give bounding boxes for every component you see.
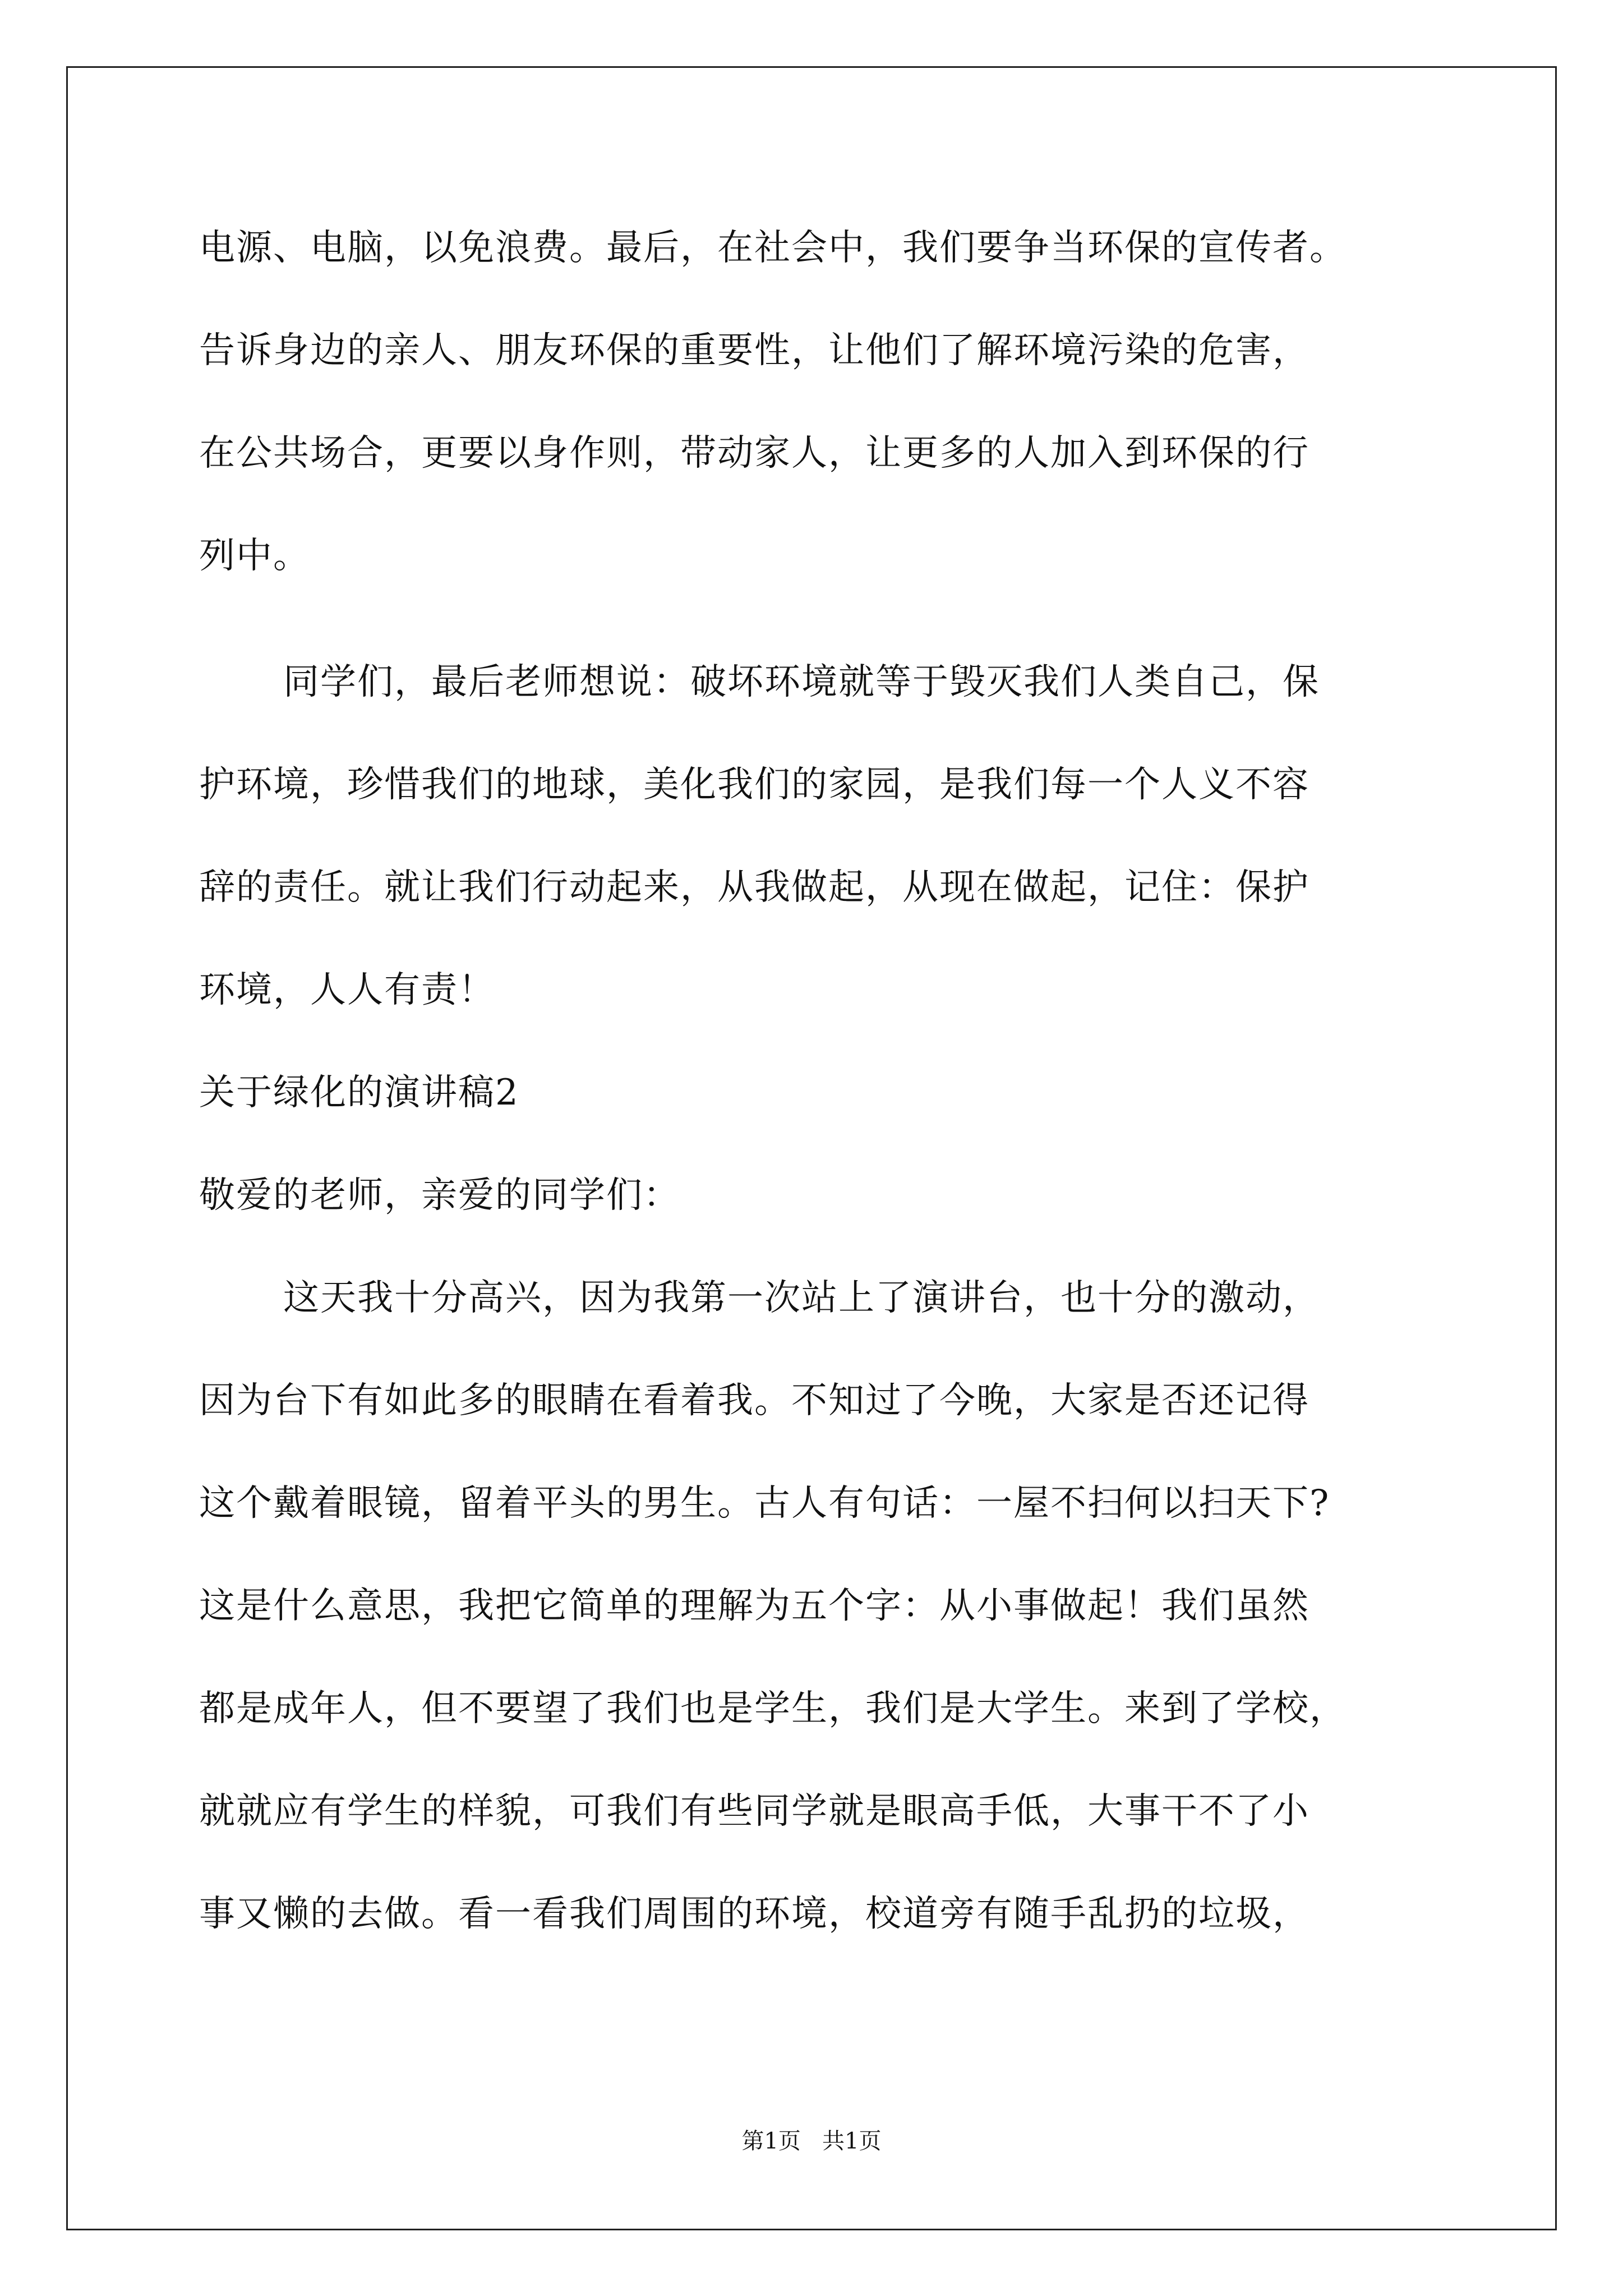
text-line: 这个戴着眼镜，留着平头的男生。古人有句话：一屋不扫何以扫天下? (199, 1483, 1330, 1524)
text-line: 在公共场合，更要以身作则，带动家人，让更多的人加入到环保的行 (199, 432, 1310, 474)
text-line: 护环境，珍惜我们的地球，美化我们的家园，是我们每一个人义不容 (199, 764, 1310, 806)
text-line: 都是成年人，但不要望了我们也是学生，我们是大学生。来到了学校， (199, 1688, 1347, 1729)
text-line: 这是什么意思，我把它简单的理解为五个字：从小事做起！我们虽然 (199, 1585, 1310, 1627)
page-footer: 第1页 共1页 (741, 2128, 882, 2154)
text-line: 列中。 (199, 535, 310, 577)
text-line: 环境，人人有责！ (199, 969, 495, 1011)
text-line: 事又懒的去做。看一看我们周围的环境，校道旁有随手乱扔的垃圾， (199, 1893, 1310, 1935)
paragraph-first-line: 这天我十分高兴，因为我第一次站上了演讲台，也十分的激动， (283, 1277, 1320, 1319)
text-line: 辞的责任。就让我们行动起来，从我做起，从现在做起，记住：保护 (199, 867, 1310, 908)
text-line: 告诉身边的亲人、朋友环保的重要性，让他们了解环境污染的危害， (199, 330, 1310, 371)
text-line: 电源、电脑，以免浪费。最后，在社会中，我们要争当环保的宣传者。 (199, 227, 1347, 269)
text-line: 因为台下有如此多的眼睛在看着我。不知过了今晚，大家是否还记得 (199, 1380, 1310, 1421)
text-line: 就就应有学生的样貌，可我们有些同学就是眼高手低，大事干不了小 (199, 1791, 1310, 1832)
paragraph-first-line: 同学们，最后老师想说：破坏环境就等于毁灭我们人类自己，保 (283, 661, 1320, 703)
salutation: 敬爱的老师，亲爱的同学们： (199, 1175, 680, 1216)
section-heading: 关于绿化的演讲稿2 (199, 1072, 519, 1114)
